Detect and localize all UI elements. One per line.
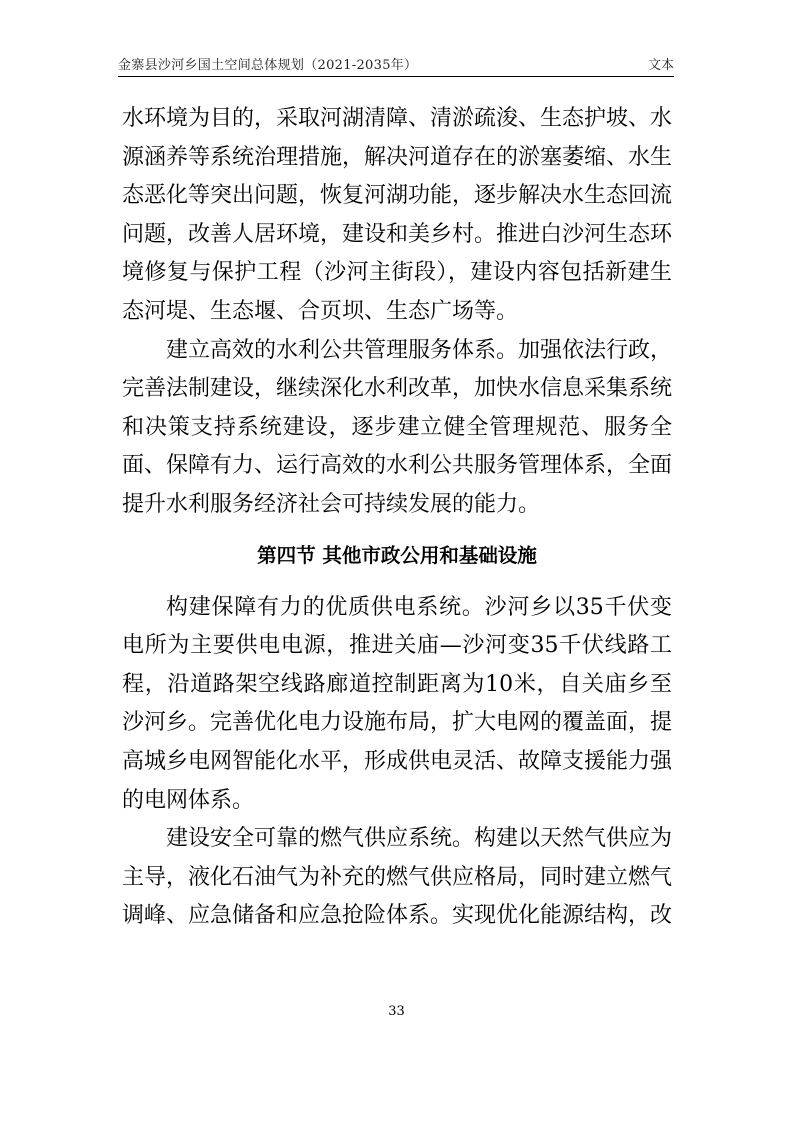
section-heading: 第四节 其他市政公用和基础设施 <box>257 543 537 567</box>
paragraph-continued: 水环境为目的，采取河湖清障、清淤疏浚、生态护坡、水源涵养等系统治理措施，解决河道存在的淤塞萎缩、水生态恶化等突出问题，恢复河湖功能，逐步解决水生态回流问题，改善人居环境，建设和美乡村。推进白沙河生态环境修复与保护工程（沙河主街段），建设内容包括新建生态河堤、生态堰、合页坝、生态广场等。 <box>122 106 673 324</box>
paragraph-power-supply: 构建保障有力的优质供电系统。沙河乡以35千伏变电所为主要供电电源，推进关庙—沙河变35千伏线路工程，沿道路架空线路廊道控制距离为10米，自关庙乡至沙河乡。完善优化电力设施布局，扩大电网的覆盖面，提高城乡电网智能化水平，形成供电灵活、故障支援能力强的电网体系。 <box>122 594 673 813</box>
paragraph-gas-supply: 建设安全可靠的燃气供应系统。构建以天然气供应为主导，液化石油气为补充的燃气供应格局，同时建立燃气调峰、应急储备和应急抢险体系。实现优化能源结构，改 <box>122 826 673 929</box>
header-section-label: 文本 <box>647 58 674 73</box>
header-divider <box>118 76 674 77</box>
running-header <box>118 54 674 74</box>
document-body <box>122 100 672 936</box>
header-title: 金寨县沙河乡国土空间总体规划（2021-2035年） <box>118 58 418 73</box>
page-number: 33 <box>388 1004 405 1019</box>
paragraph-water-management: 建立高效的水利公共管理服务体系。加强依法行政，完善法制建设，继续深化水利改革，加快水信息采集系统和决策支持系统建设，逐步建立健全管理规范、服务全面、保障有力、运行高效的水利公共服务管理体系，全面提升水利服务经济社会可持续发展的能力。 <box>122 337 673 517</box>
